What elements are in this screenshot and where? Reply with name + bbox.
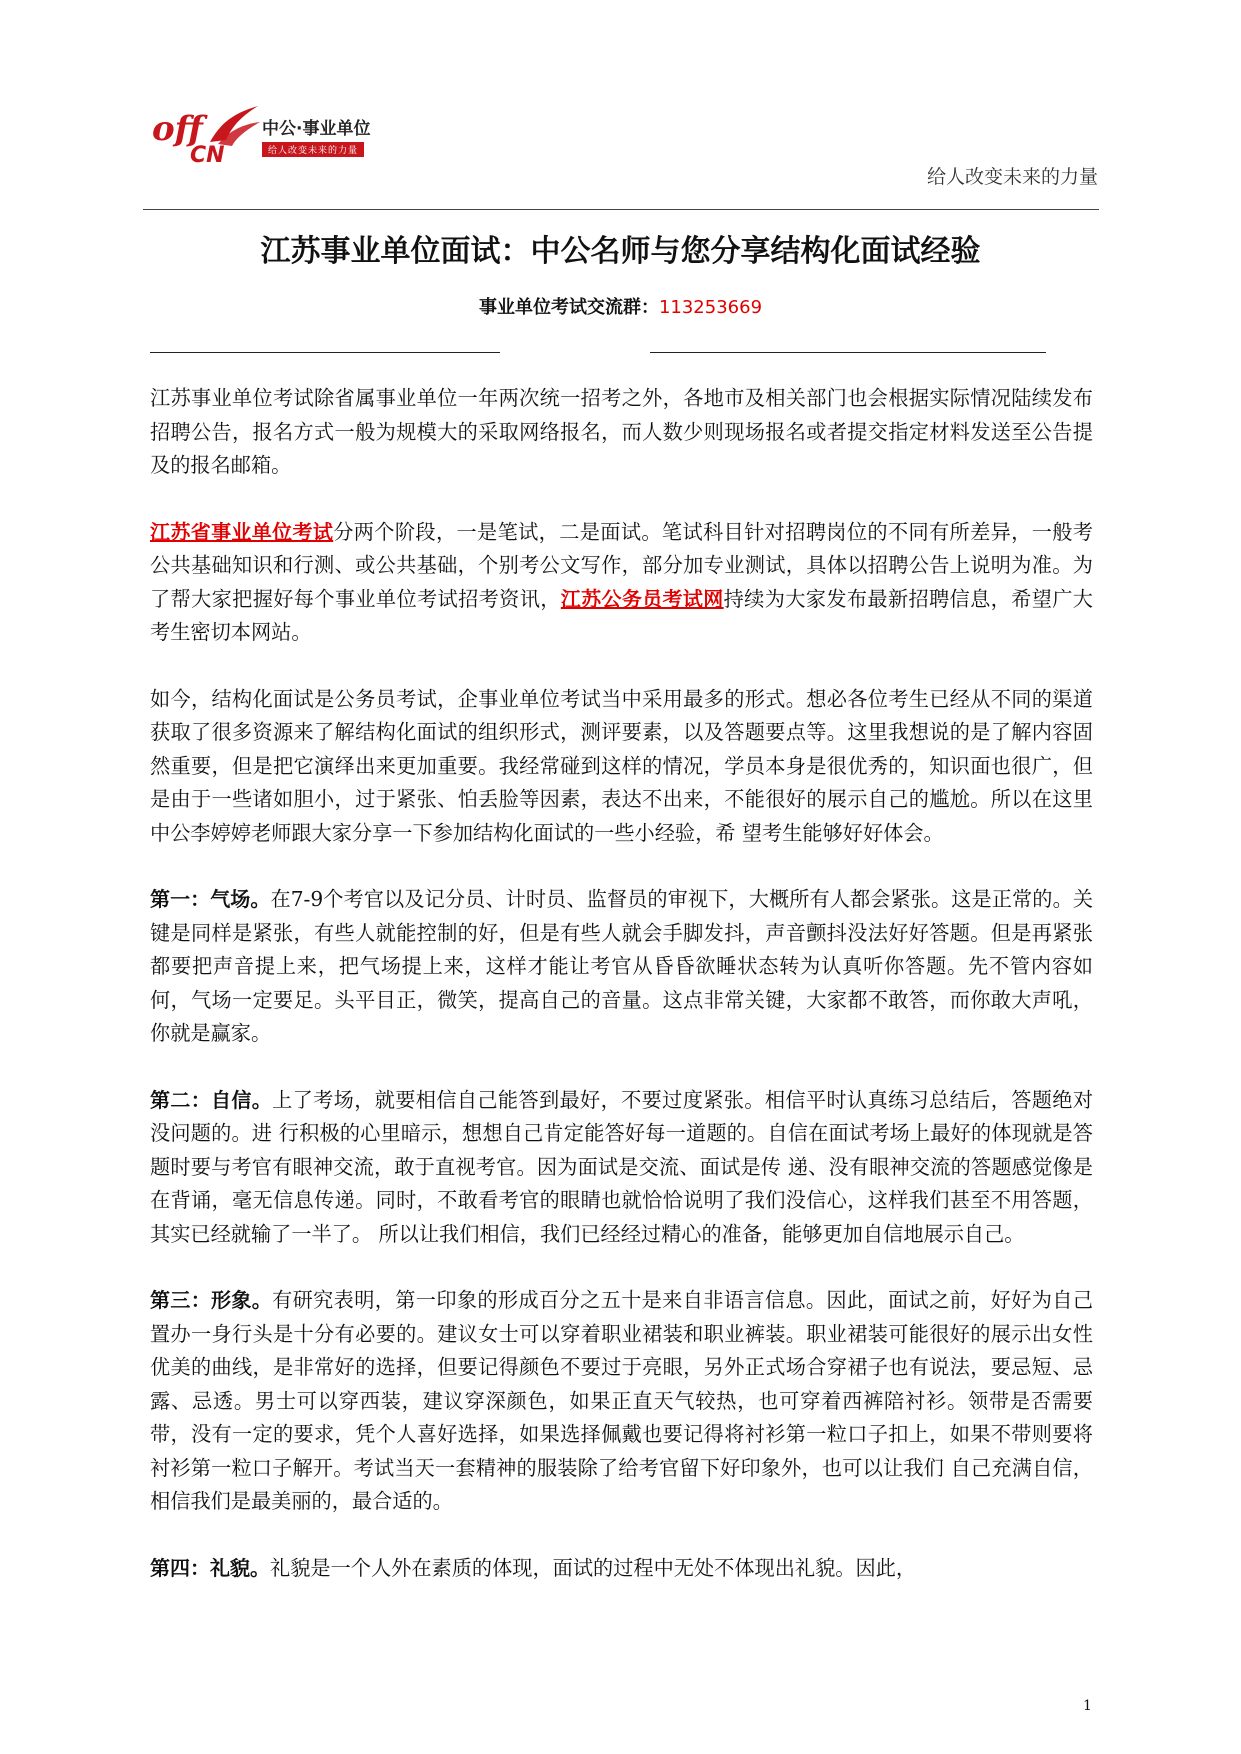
paragraph-exam-stages-text-2: 持续为大家发布最新招聘信息，希望广大考生密切本网站。	[150, 586, 1093, 644]
tip-text-courtesy: 礼貌是一个人外在素质的体现，面试的过程中无处不体现出礼貌。因此，	[270, 1555, 917, 1580]
offcn-logo	[150, 100, 410, 170]
header-divider	[143, 209, 1099, 210]
tip-text-confidence: 上了考场，就要相信自己能答到最好，不要过度紧张。相信平时认真练习总结后，答题绝对没问题的。进 行积极的心里暗示，想想自己肯定能答好每一道题的。自信在面试考场上最好的体现就是答题时要与考官有眼神交流，敢于直视考官。因为面试是交流、面试是传 递、没有眼神交流的答题感觉像是在背诵，毫无信息传递。同时，不敢看考官的眼睛也就恰恰说明了我们没信心，这样我们甚至不用答题，其实已经就输了一半了。 所以让我们相信，我们已经经过精心的准备，能够更加自信地展示自己。	[150, 1087, 1094, 1246]
tip-heading-courtesy: 第四：礼貌。	[150, 1555, 270, 1580]
paragraph-tip-presence	[150, 883, 1093, 1051]
group-number: 113253669	[658, 297, 763, 318]
page-number: 1	[1083, 1698, 1092, 1714]
group-label: 事业单位考试交流群：	[478, 297, 659, 318]
divider-left	[150, 352, 500, 353]
paragraph-intro: 江苏事业单位考试除省属事业单位一年两次统一招考之外，各地市及相关部门也会根据实际情况陆续发布招聘公告，报名方式一般为规模大的采取网络报名，而人数少则现场报名或者提交指定材料发送至公告提及的报名邮箱。	[150, 386, 1093, 477]
tip-text-presence: 在7-9个考官以及记分员、计时员、监督员的审视下，大概所有人都会紧张。这是正常的。关键是同样是紧张，有些人就能控制的好，但是有些人就会手脚发抖，声音颤抖没法好好答题。但是再紧张都要把声音提上来，把气场提上来，这样才能让考官从昏昏欲睡状态转为认真听你答题。先不管内容如何，气场一定要足。头平目正，微笑，提高自己的音量。这点非常关键，大家都不敢答，而你敢大声吼，你就是赢家。	[150, 887, 1094, 1045]
tip-heading-confidence: 第二：自信。	[150, 1087, 273, 1112]
svg-text:off: off	[152, 109, 203, 149]
tip-text-image: 有研究表明，第一印象的形成百分之五十是来自非语言信息。因此，面试之前，好好为自己置办一身行头是十分有必要的。建议女士可以穿着职业裙装和职业裤装。职业裙装可能很好的展示出女性优美的曲线，是非常好的选择，但要记得颜色不要过于亮眼，另外正式场合穿裙子也有说法，要忌短、忌露、忌透。男士可以穿西装，建议穿深颜色，如果正直天气较热，也可穿着西裤陪衬衫。领带是否需要带，没有一定的要求，凭个人喜好选择，如果选择佩戴也要记得将衬衫第一粒口子扣上，如果不带则要将衬衫第一粒口子解开。考试当天一套精神的服装除了给考官留下好印象外，也可以让我们 自己充满自信，相信我们是最美丽的，最合适的。	[150, 1288, 1094, 1513]
link-jiangsu-exam[interactable]: 江苏省事业单位考试	[150, 519, 334, 544]
logo-slogan: 给人改变未来的力量	[262, 142, 364, 157]
paragraph-tip-image	[150, 1284, 1093, 1519]
header-tagline: 给人改变未来的力量	[926, 166, 1098, 188]
exam-group-line	[0, 293, 1241, 319]
tip-heading-presence: 第一：气场。	[150, 887, 271, 911]
svg-text:CN: CN	[190, 143, 225, 168]
paragraph-structured-interview: 如今，结构化面试是公务员考试，企事业单位考试当中采用最多的形式。想必各位考生已经从不同的渠道获取了很多资源来了解结构化面试的组织形式，测评要素，以及答题要点等。这里我想说的是了解内容固然重要，但是把它演绎出来更加重要。我经常碰到这样的情况，学员本身是很优秀的，知识面也很广，但是由于一些诸如胆小，过于紧张、怕丢脸等因素，表达不出来，不能很好的展示自己的尴尬。所以在这里中公李婷婷老师跟大家分享一下参加结构化面试的一些小经验，希 望考生能够好好体会。	[150, 686, 1093, 845]
tip-heading-image: 第三：形象。	[150, 1288, 273, 1312]
paragraph-exam-stages	[150, 516, 1093, 650]
paragraph-exam-stages-text-1: 分两个阶段，一是笔试，二是面试。笔试科目针对招聘岗位的不同有所差异，一般考公共基础知识和行测、或公共基础，个别考公文写作，部分加专业测试，具体以招聘公告上说明为准。为了帮大家把握好每个事业单位考试招考资讯，	[150, 519, 1093, 611]
logo-text: 中公·事业单位	[262, 119, 371, 139]
page-title: 江苏事业单位面试：中公名师与您分享结构化面试经验	[260, 234, 981, 269]
link-jiangsu-civil-service-site[interactable]: 江苏公务员考试网	[560, 586, 724, 611]
divider-right	[650, 352, 1046, 353]
article-body	[150, 382, 1093, 1585]
paragraph-tip-confidence	[150, 1084, 1093, 1252]
paragraph-tip-courtesy	[150, 1552, 1093, 1586]
offcn-logo-mark	[150, 100, 262, 170]
